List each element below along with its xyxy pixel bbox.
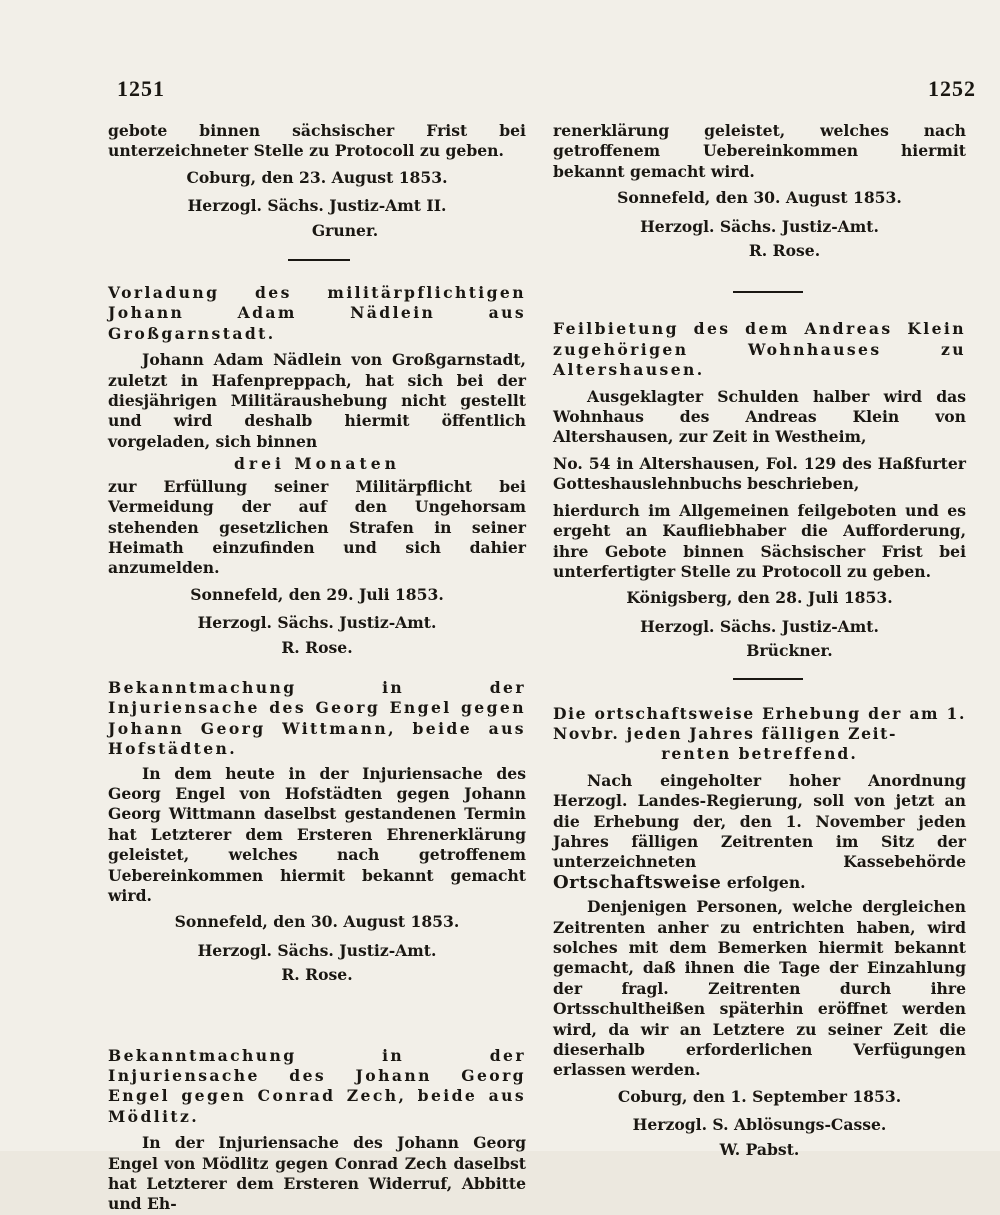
notice-body: Ausgeklagter Schulden halber wird das Wohnhaus des Andreas Klein von Altershausen, zur Zeit in Westheim, [553, 386, 966, 447]
notice-heading: Feilbietung des dem Andreas Klein zugehörigen Wohnhauses zu Altershausen. [553, 319, 966, 380]
page-number-right: 1252 [928, 76, 976, 101]
notice-office: Herzogl. S. Ablösungs-Casse. [632, 1115, 887, 1135]
notice-protocol-coburg [108, 121, 526, 241]
notice-injurie-engel-wittmann [108, 678, 526, 986]
notice-date: Königsberg, den 28. Juli 1853. [626, 588, 893, 608]
notice-body: gebote binnen sächsischer Frist bei unterzeichneter Stelle zu Protocoll zu geben. [108, 121, 526, 161]
notice-injurie-engel-zech [108, 1046, 526, 1215]
notice-signature: R. Rose. [281, 965, 353, 985]
divider [733, 291, 803, 293]
notice-date: Sonnefeld, den 29. Juli 1853. [190, 584, 444, 604]
notice-feilbietung [553, 319, 966, 661]
page-number-left: 1251 [117, 76, 165, 101]
notice-date: Coburg, den 1. September 1853. [617, 1086, 902, 1106]
notice-vorladung [108, 283, 526, 658]
notice-body: renerklärung geleistet, welches nach getroffenem Uebereinkommen hiermit bekannt gemacht wird. [553, 121, 966, 181]
notice-body: zur Erfüllung seiner Militärpflicht bei Vermeidung der auf den Ungehorsam stehenden gesetzlichen Strafen in seiner Heimath einzufinden und sich dahier anzumelden. [108, 476, 526, 578]
notice-signature: Brückner. [746, 641, 833, 661]
notice-injurie-continued [553, 121, 966, 261]
notice-body: Denjenigen Personen, welche dergleichen Zeitrenten anher zu entrichten haben, wird solches mit dem Bemerken hiermit bekannt gemacht, daß ihnen die Tage der Einzahlung der fragl. Zeitrenten durch ihre Ortsschultheißen späterhin eröffnet werden wird, da wir an Letztere zu seiner Zeit die dieserhalb erforderlichen Verfügungen erlassen werden. [553, 897, 966, 1080]
notice-office: Herzogl. Sächs. Justiz-Amt. [640, 616, 879, 636]
notice-body-text: Nach eingeholter hoher Anordnung Herzogl. Landes-Regierung, soll von jetzt an die Erhebung der, den 1. November jeden Jahres fälligen Zeitrenten im Sitz der unterzeichneten Kassebehörde [553, 770, 966, 872]
notice-office: Herzogl. Sächs. Justiz-Amt. [197, 940, 437, 960]
notice-heading: renten betreffend. [661, 744, 858, 764]
notice-body: No. 54 in Altershausen, Fol. 129 des Haßfurter Gotteshauslehnbuchs beschrieben, [553, 453, 966, 494]
spacer [108, 658, 526, 678]
notice-body: Johann Adam Nädlein von Großgarnstadt, zuletzt in Hafenpreppach, hat sich bei der diesjährigen Militäraushebung nicht gestellt und wird deshalb hiermit öffentlich vorgeladen, sich binnen [108, 350, 526, 451]
notice-office: Herzogl. Sächs. Justiz-Amt. [640, 216, 879, 236]
notice-signature: Gruner. [311, 220, 379, 240]
notice-heading: Die ortschaftsweise Erhebung der am 1. Novbr. jeden Jahres fälligen Zeit- [553, 703, 966, 743]
notice-office: Herzogl. Sächs. Justiz-Amt. [197, 613, 437, 633]
notice-signature: W. Pabst. [719, 1139, 800, 1159]
notice-office: Herzogl. Sächs. Justiz-Amt II. [187, 196, 447, 216]
right-column [553, 121, 966, 1160]
notice-heading: Bekanntmachung in der Injuriensache des Georg Engel gegen Johann Georg Wittmann, beide aus Hofstädten. [108, 677, 526, 759]
notice-emphasis: Ortschaftsweise [553, 871, 722, 893]
divider [733, 678, 803, 680]
notice-date: Coburg, den 23. August 1853. [186, 167, 448, 187]
notice-body: In dem heute in der Injuriensache des Georg Engel von Hofstädten gegen Johann Georg Wittmann daselbst gestandenen Termin hat Letzterer dem Ersteren Ehrenerklärung geleistet, welches nach getroffenem Uebereinkommen hiermit bekannt gemacht wird. [108, 763, 526, 905]
notice-body-text: erfolgen. [726, 872, 806, 892]
notice-zeitrenten [553, 704, 966, 1161]
notice-date: Sonnefeld, den 30. August 1853. [174, 912, 460, 932]
notice-date: Sonnefeld, den 30. August 1853. [617, 188, 902, 208]
notice-body [553, 771, 966, 893]
spacer [108, 986, 526, 1046]
notice-signature: R. Rose. [748, 241, 821, 261]
notice-body: hierdurch im Allgemeinen feilgeboten und es ergeht an Kaufliebhaber die Aufforderung, ihre Gebote binnen Sächsischer Frist bei unterfertigter Stelle zu Protocoll zu geben. [553, 500, 966, 581]
notice-body: In der Injuriensache des Johann Georg Engel von Mödlitz gegen Conrad Zech daselbst hat Letzterer dem Ersteren Widerruf, Abbitte und Eh- [108, 1133, 526, 1214]
notice-heading: Bekanntmachung in der Injuriensache des Johann Georg Engel gegen Conrad Zech, beide aus Mödlitz. [108, 1045, 526, 1126]
notice-signature: R. Rose. [281, 637, 353, 657]
divider [288, 259, 350, 261]
notice-heading: Vorladung des militärpflichtigen Johann Adam Nädlein aus Großgarnstadt. [108, 283, 526, 343]
left-column [108, 121, 526, 1215]
notice-emphasis: drei Monaten [234, 454, 400, 474]
